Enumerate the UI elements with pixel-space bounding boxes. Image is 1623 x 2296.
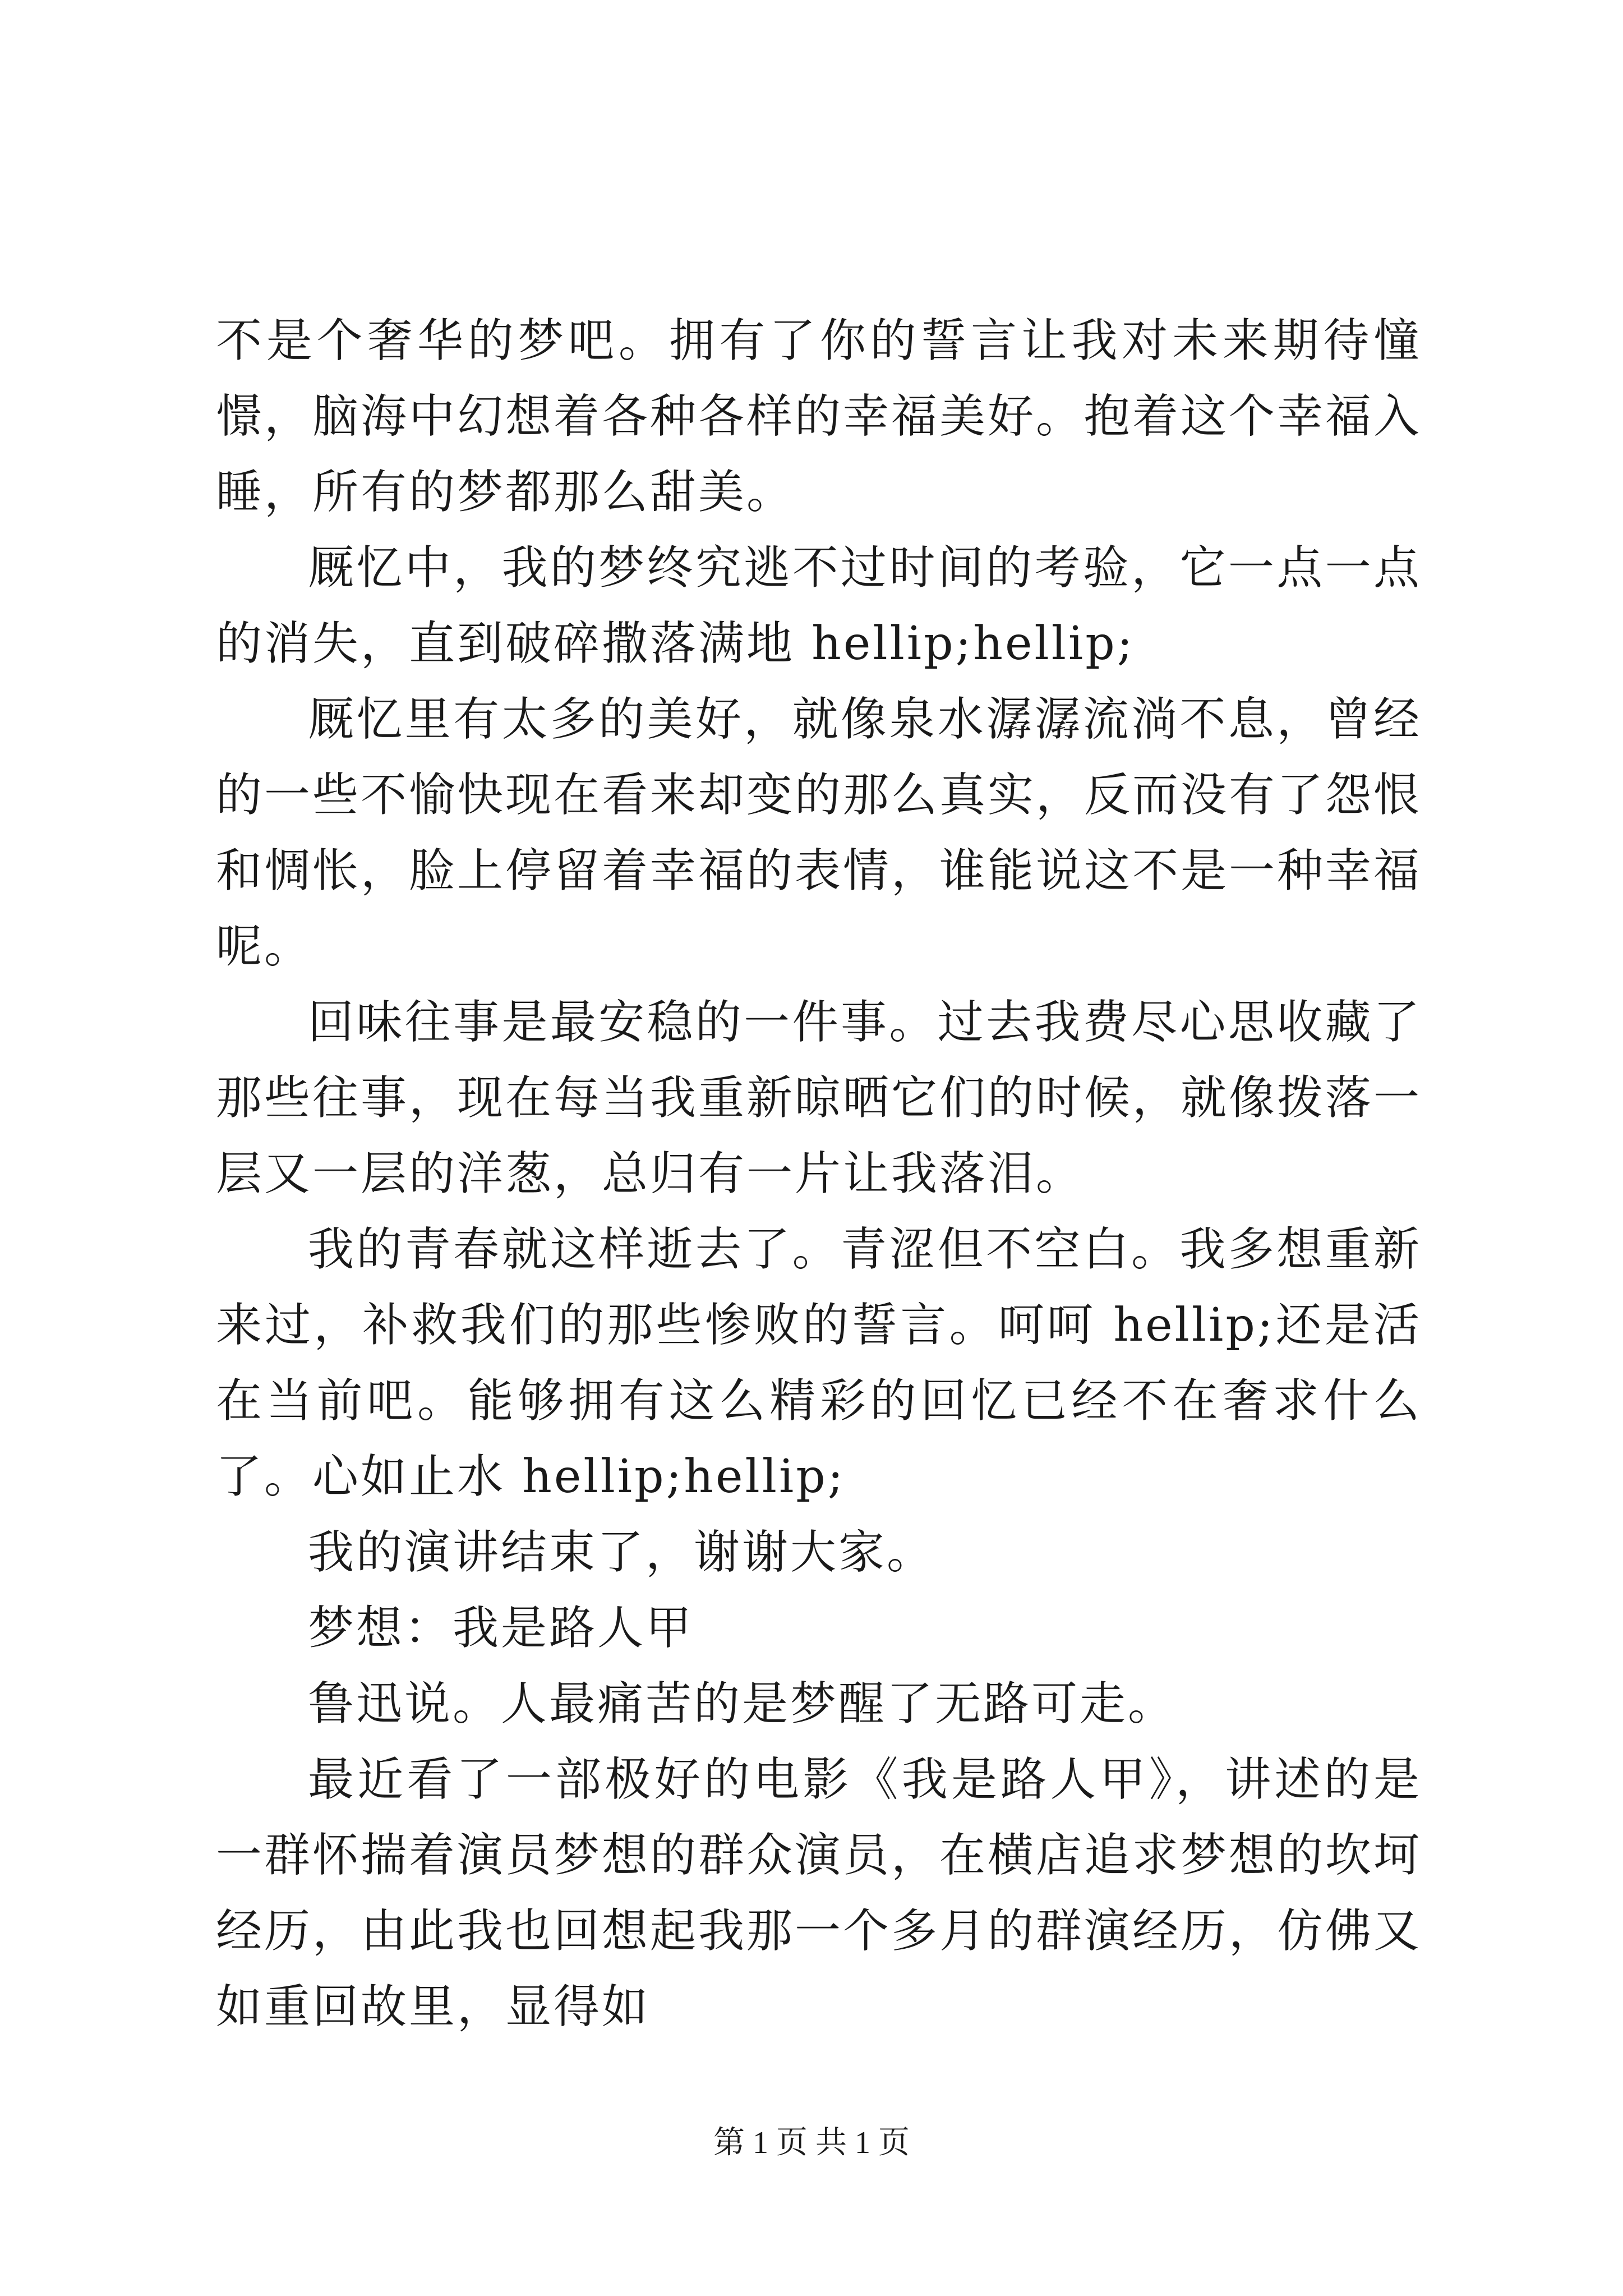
paragraph-8: 最近看了一部极好的电影《我是路人甲》，讲述的是一群怀揣着演员梦想的群众演员，在横店追求梦想的坎坷经历，由此我也回想起我那一个多月的群演经历，仿佛又如重回故里，显得如 [216, 1753, 1422, 2033]
paragraph-5: 我的青春就这样逝去了。青涩但不空白。我多想重新来过，补救我们的那些惨败的誓言。呵呵 hellip;还是活在当前吧。能够拥有这么精彩的回忆已经不在奢求什么了。心如止水 hellip;hellip; [216, 1223, 1422, 1503]
paragraph-3: 厩忆里有太多的美好，就像泉水潺潺流淌不息，曾经的一些不愉快现在看来却变的那么真实，反而没有了怨恨和惆怅，脸上停留着幸福的表情，谁能说这不是一种幸福呢。 [216, 693, 1422, 973]
paragraph-2: 厩忆中，我的梦终究逃不过时间的考验，它一点一点的消失，直到破碎撒落满地 hellip;hellip; [216, 541, 1422, 670]
document-body [216, 303, 1422, 2045]
page-number-label: 第 1 页 共 1 页 [713, 2125, 910, 2160]
section-heading: 梦想：我是路人甲 [308, 1602, 694, 1655]
paragraph-1: 不是个奢华的梦吧。拥有了你的誓言让我对未来期待憧憬，脑海中幻想着各种各样的幸福美好。抱着这个幸福入睡，所有的梦都那么甜美。 [216, 314, 1422, 519]
paragraph-7: 鲁迅说。人最痛苦的是梦醒了无路可走。 [308, 1677, 1177, 1731]
page-footer [0, 2120, 1623, 2165]
paragraph-4: 回味往事是最安稳的一件事。过去我费尽心思收藏了那些往事，现在每当我重新晾晒它们的时候，就像拨落一层又一层的洋葱，总归有一片让我落泪。 [216, 996, 1422, 1200]
paragraph-6: 我的演讲结束了，谢谢大家。 [308, 1526, 935, 1579]
